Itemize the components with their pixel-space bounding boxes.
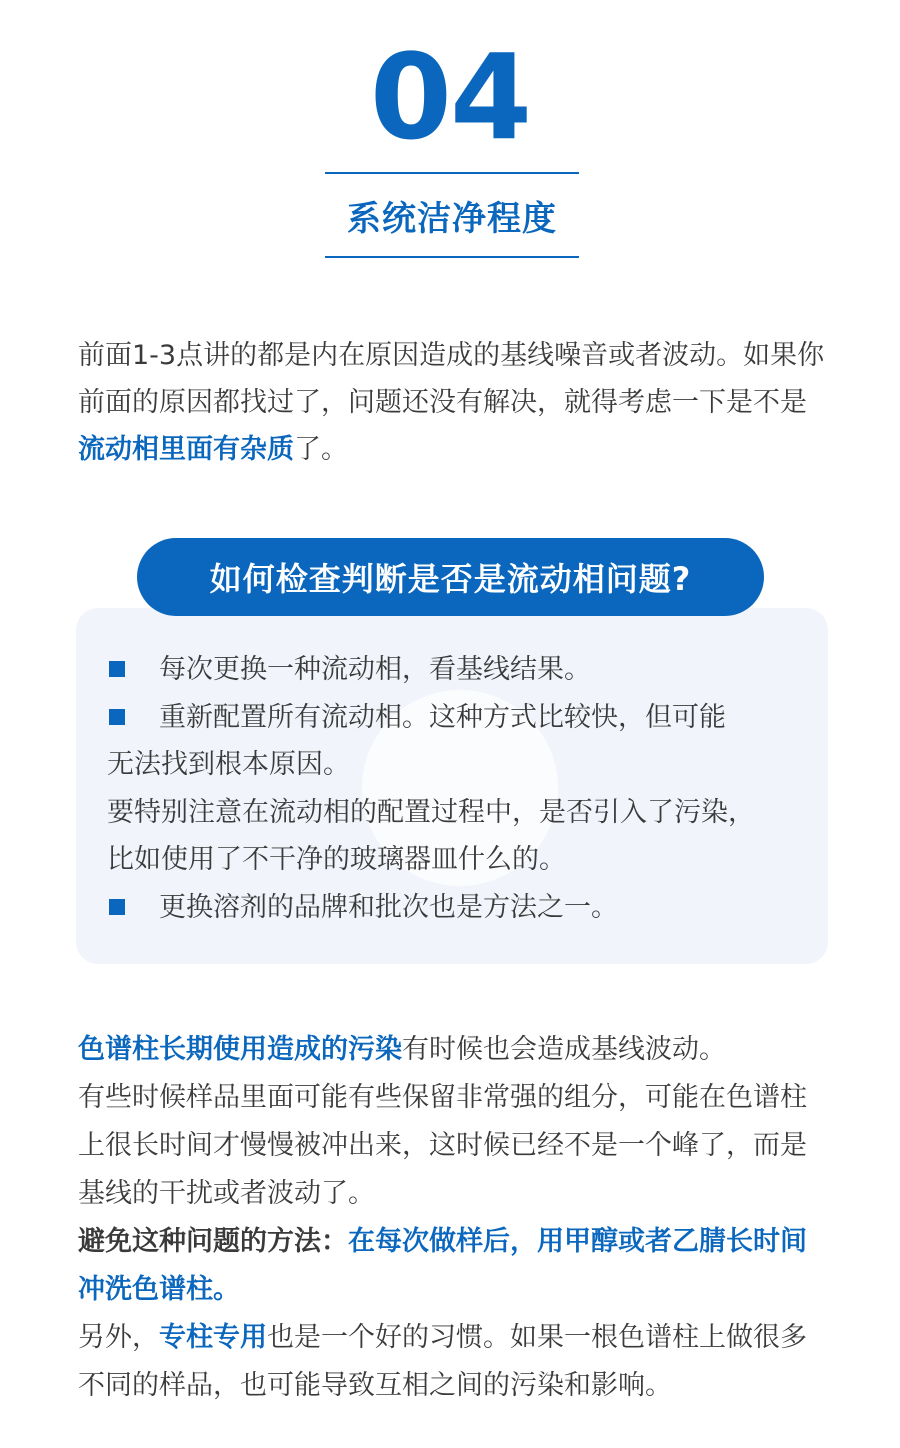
column-lead-rest: 有时候也会造成基线波动。 <box>402 1034 726 1065</box>
section-number: 04 <box>369 28 531 166</box>
list-item <box>107 646 807 694</box>
square-bullet-icon <box>109 709 125 725</box>
intro-highlight: 流动相里面有杂质 <box>78 434 294 465</box>
square-bullet-icon <box>109 661 125 677</box>
square-bullet-icon <box>109 899 125 915</box>
check-list <box>107 646 807 931</box>
list-item <box>107 884 807 932</box>
column-method <box>78 1218 830 1314</box>
intro-tail: 了。 <box>294 434 348 465</box>
column-lead <box>78 1026 830 1074</box>
note-text: 比如使用了不干净的玻璃器皿什么的。 <box>107 844 566 875</box>
list-item-text: 每次更换一种流动相，看基线结果。 <box>159 654 591 685</box>
intro-text: 前面1-3点讲的都是内在原因造成的基线噪音或者波动。如果你前面的原因都找过了，问题还没有解决，就得考虑一下是不是 <box>78 340 825 418</box>
method-text: 在每次做样后，用甲醇或者乙腈长时间冲洗色谱柱。 <box>78 1226 807 1305</box>
list-item-text: 重新配置所有流动相。这种方式比较快，但可能 <box>159 701 726 733</box>
extra-highlight: 专柱专用 <box>159 1322 267 1353</box>
extra-before: 另外， <box>78 1322 159 1353</box>
column-extra <box>78 1314 830 1410</box>
column-lead-highlight: 色谱柱长期使用造成的污染 <box>78 1034 402 1065</box>
list-item <box>107 694 807 742</box>
method-label: 避免这种问题的方法： <box>78 1226 348 1257</box>
check-heading-pill <box>137 538 764 616</box>
intro-paragraph <box>78 332 830 473</box>
column-body: 有些时候样品里面可能有些保留非常强的组分，可能在色谱柱上很长时间才慢慢被冲出来，这时候已经不是一个峰了，而是基线的干扰或者波动了。 <box>78 1082 807 1209</box>
check-heading: 如何检查判断是否是流动相问题? <box>209 560 692 598</box>
note-text: 要特别注意在流动相的配置过程中，是否引入了污染， <box>107 796 755 828</box>
section-title: 系统洁净程度 <box>347 198 557 239</box>
column-section <box>78 1026 830 1410</box>
list-item-text: 更换溶剂的品牌和批次也是方法之一。 <box>159 891 618 923</box>
extra-after: 也是一个好的习惯。如果一根色谱柱上做很多不同的样品，也可能导致互相之间的污染和影响。 <box>78 1322 807 1401</box>
list-item-continuation: 无法找到根本原因。 <box>107 749 350 780</box>
section-title-box <box>325 172 579 258</box>
